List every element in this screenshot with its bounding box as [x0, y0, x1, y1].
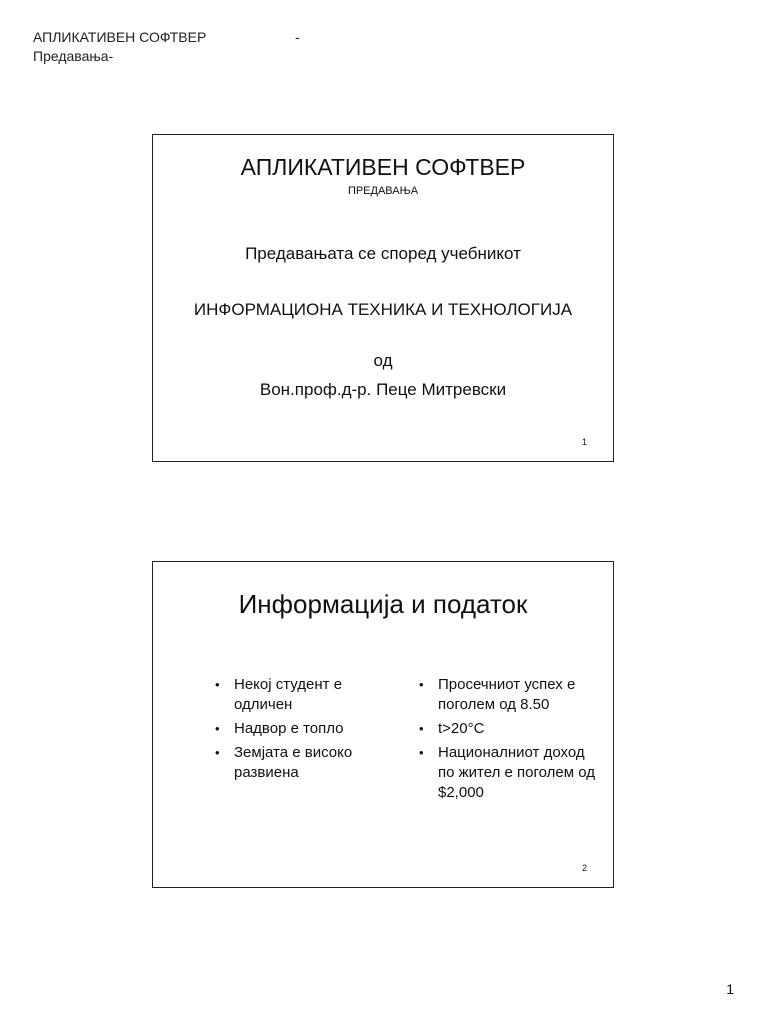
bullet-icon: • [215, 721, 220, 736]
list-item-text: Земјата е високо развиена [234, 744, 353, 781]
list-item [419, 675, 599, 715]
slide-1 [152, 134, 614, 462]
slide-1-author: Вон.проф.д-р. Пеце Митревски [259, 380, 507, 399]
slide-2-title: Информација и податок [238, 589, 528, 619]
list-item [215, 719, 375, 739]
slide-1-subtitle: ПРЕДАВАЊА [347, 185, 419, 197]
slide-1-number: 1 [581, 437, 587, 447]
list-item [419, 743, 599, 803]
slide-2-left-list [215, 675, 375, 787]
header-row [33, 28, 313, 47]
slide-1-intro-line: Предавањата се според учебникот [245, 244, 521, 263]
list-item [215, 675, 375, 715]
bullet-icon: • [419, 677, 424, 692]
bullet-icon: • [215, 745, 220, 760]
slide-1-book-title: ИНФОРМАЦИОНА ТЕХНИКА И ТЕХНОЛОГИЈА [193, 300, 573, 319]
list-item [215, 743, 375, 783]
page-number: 1 [726, 981, 734, 997]
list-item-text: Некој студент е одличен [234, 676, 343, 713]
list-item-text: Просечниот успех е поголем од 8.50 [438, 676, 576, 713]
bullet-icon: • [215, 677, 220, 692]
slide-2 [152, 561, 614, 888]
list-item-text: t>20°C [438, 720, 485, 737]
page-header [33, 28, 313, 66]
slide-2-right-list [419, 675, 599, 807]
list-item-text: Надвор е топло [234, 720, 344, 737]
list-item-text: Националниот доход по жител е поголем од $2,000 [438, 744, 595, 801]
list-item [419, 719, 599, 739]
slide-1-title: АПЛИКАТИВЕН СОФТВЕР [240, 154, 526, 180]
slide-1-by: од [373, 351, 393, 370]
bullet-icon: • [419, 721, 424, 736]
header-subtitle: Предавања- [33, 48, 114, 64]
slide-2-number: 2 [581, 863, 587, 873]
header-dash: - [295, 29, 300, 45]
header-title: АПЛИКАТИВЕН СОФТВЕР [33, 29, 207, 45]
bullet-icon: • [419, 745, 424, 760]
